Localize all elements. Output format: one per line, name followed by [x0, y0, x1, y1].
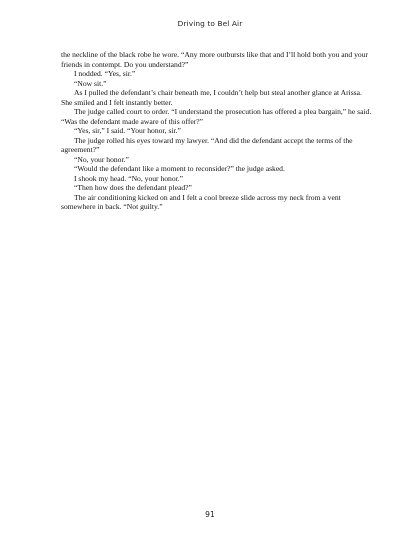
paragraph: “Would the defendant like a moment to reconsider?” the judge asked.	[74, 164, 285, 173]
paragraph: The judge rolled his eyes toward my lawyer. “And did the defendant accept the terms of the agreement?”	[61, 135, 353, 154]
paragraph: As I pulled the defendant’s chair beneath me, I couldn’t help but steal another glance at Arissa. She smiled and I felt instantly better.	[61, 88, 362, 107]
paragraph: the neckline of the black robe he wore. “Any more outbursts like that and I’ll hold both you and your friends in contempt. Do you understand?”	[61, 50, 369, 69]
body-text	[61, 50, 373, 212]
paragraph: The judge called court to order. “I understand the prosecution has offered a plea bargain,” he said. “Was the defendant made aware of this offer?”	[61, 107, 372, 126]
paragraph: “No, your honor.”	[74, 154, 129, 164]
running-header: Driving to Bel Air	[177, 19, 243, 28]
paragraph: “Then how does the defendant plead?”	[74, 183, 192, 192]
paragraph: “Now sit.”	[74, 78, 107, 88]
paragraph: I nodded. “Yes, sir.”	[74, 69, 136, 78]
paragraph: The air conditioning kicked on and I felt a cool breeze slide across my neck from a vent somewhere in back. “Not guilty.”	[61, 192, 341, 211]
paragraph: I shook my head. “No, your honor.”	[74, 173, 184, 183]
page-number: 91	[205, 510, 215, 519]
paragraph: “Yes, sir,” I said. “Your honor, sir.”	[74, 126, 181, 135]
